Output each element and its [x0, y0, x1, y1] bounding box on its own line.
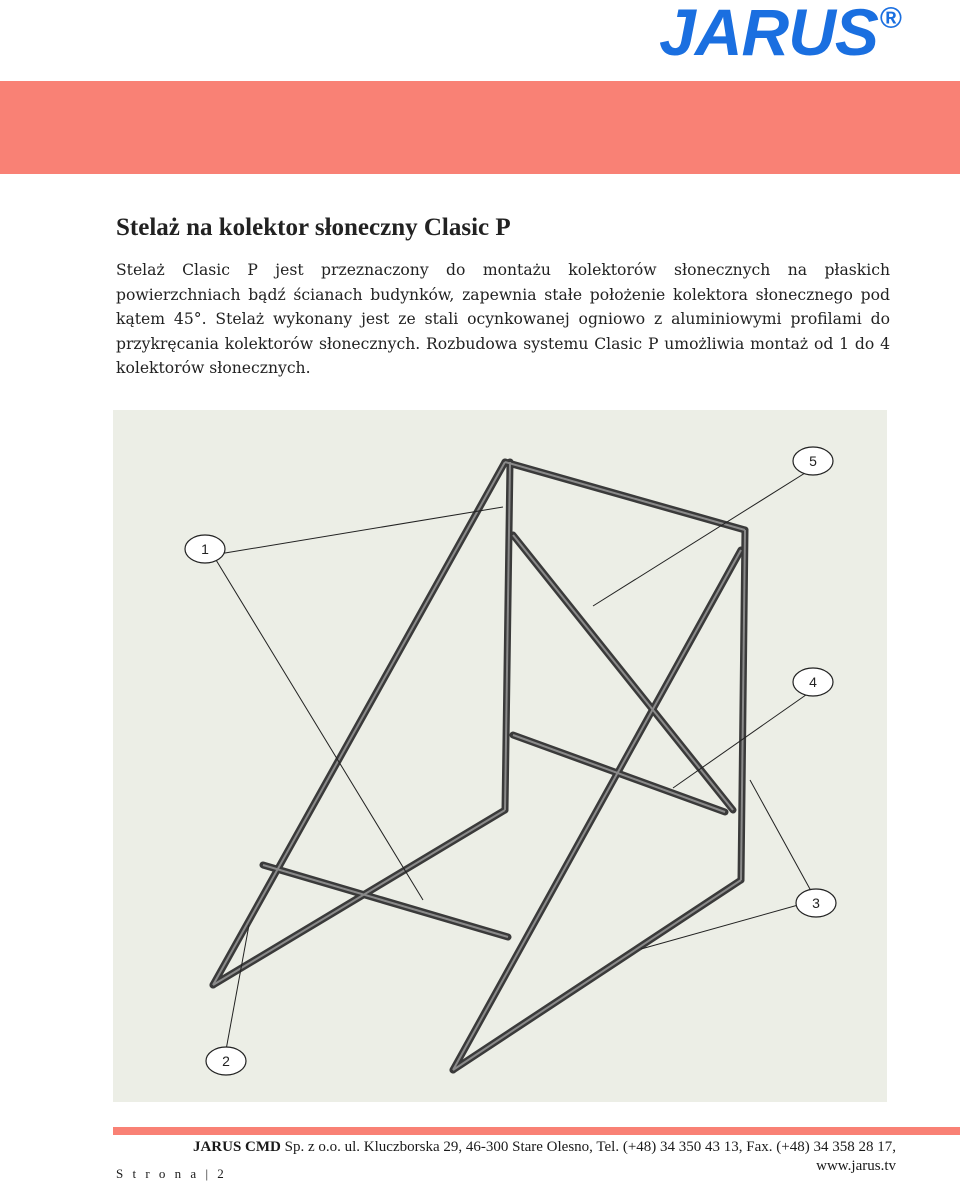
callout-5 — [793, 447, 833, 475]
callout-2 — [206, 1047, 246, 1075]
jarus-logo — [659, 0, 902, 70]
footer-address — [180, 1138, 896, 1176]
footer-company: JARUS CMD — [192, 1139, 281, 1155]
registered-mark: ® — [879, 2, 902, 35]
document-title: Stelaż na kolektor słoneczny Clasic P — [116, 214, 511, 241]
callout-label: 3 — [812, 895, 820, 911]
page-number: S t r o n a | 2 — [116, 1166, 227, 1181]
callout-label: 2 — [222, 1053, 230, 1069]
callout-3 — [796, 889, 836, 917]
callout-label: 4 — [809, 674, 817, 690]
frame-drawing — [113, 410, 887, 1102]
header-band — [0, 81, 960, 174]
intro-paragraph: Stelaż Clasic P jest przeznaczony do montażu kolektorów słonecznych na płaskich powierzchniach bądź ścianach budynków, zapewnia stałe położenie kolektora słonecznego pod kątem 45°. Stelaż wykonany jest ze stali ocynkowanej ogniowo z aluminiowymi profilami do przykręcania kolektorów słonecznych. Rozbudowa systemu Clasic P umożliwia montaż od 1 do 4 kolektorów słonecznych. — [116, 261, 890, 377]
footer-website[interactable]: www.jarus.tv — [816, 1158, 896, 1174]
footer-address-text: Sp. z o.o. ul. Kluczborska 29, 46-300 Stare Olesno, Tel. (+48) 34 350 43 13, Fax. (+48) 34 358 28 17, — [280, 1139, 896, 1155]
callout-1 — [185, 535, 225, 563]
callout-4 — [793, 668, 833, 696]
frame-drawing-svg — [113, 410, 887, 1102]
footer-divider — [113, 1127, 960, 1135]
callout-label: 1 — [201, 541, 209, 557]
logo-text: JARUS — [659, 0, 878, 69]
callout-label: 5 — [809, 453, 817, 469]
